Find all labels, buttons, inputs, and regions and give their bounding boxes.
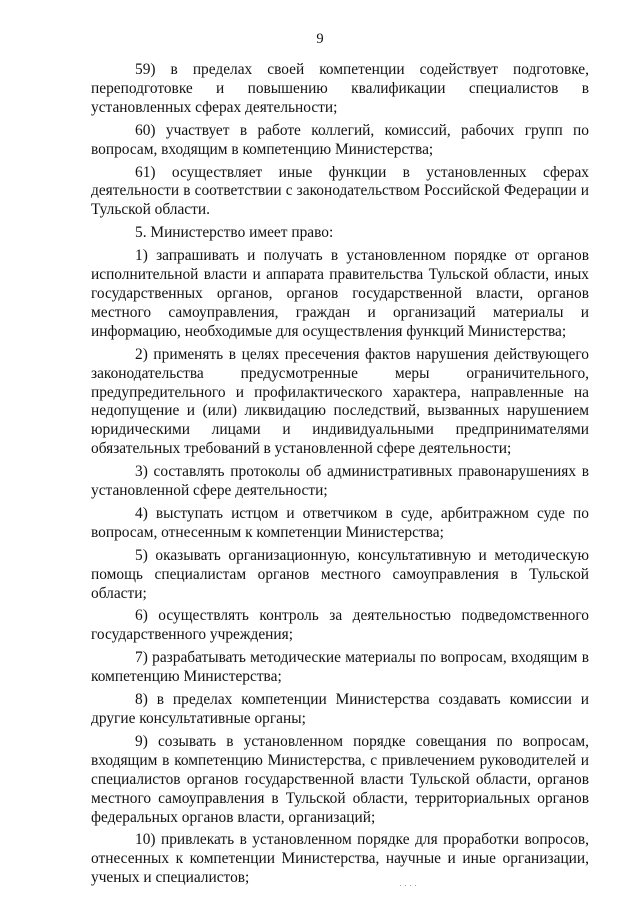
page-number: 9 [316,31,324,47]
right-item-9: 9) созывать в установленном порядке совещания по вопросам, входящим в компетенцию Министерства, с привлечением руководителей и специалистов органов государственной власти Тульской области, органов местного самоуправления в Тульской области, территориальных органов федеральных органов власти, организаций; [91,732,589,826]
right-item-5: 5) оказывать организационную, консультативную и методическую помощь специалистам органов местного самоуправления в Тульской области; [91,546,589,602]
right-item-6: 6) осуществлять контроль за деятельностью подведомственного государственного учреждения; [91,607,589,644]
section-5-heading: 5. Министерство имеет право: [135,224,334,242]
paragraph-59: 59) в пределах своей компетенции содействует подготовке, переподготовке и повышению квалификации специалистов в установленных сферах деятельности; [91,61,589,116]
right-item-1: 1) запрашивать и получать в установленном порядке от органов исполнительной власти и аппарата правительства Тульской области, иных государственных органов, органов государственной власти, органов местного самоуправления, граждан и организаций материалы и информацию, необходимые для осуществления функций Министерства; [91,247,589,340]
right-item-4: 4) выступать истцом и ответчиком в суде, арбитражном суде по вопросам, отнесенным к компетенции Министерства; [91,504,589,541]
scan-specks [400,885,420,887]
paragraph-61: 61) осуществляет иные функции в установленных сферах деятельности в соответствии с законодательством Российской Федерации и Тульской области. [91,163,589,219]
right-item-7: 7) разрабатывать методические материалы по вопросам, входящим в компетенцию Министерства; [91,649,589,686]
right-item-3: 3) составлять протоколы об административных правонарушениях в установленной сфере деятельности; [91,463,589,500]
right-item-8: 8) в пределах компетенции Министерства создавать комиссии и другие консультативные органы; [91,691,589,727]
right-item-2: 2) применять в целях пресечения фактов нарушения действующего законодательства предусмотренные меры ограничительного, предупредительного и профилактического характера, направленные на недопущение и (или) ликвидацию последствий, вызванных нарушением юридическими лицами и индивидуальными предпринимателями обязательных требований в установленной сфере деятельности; [91,345,589,458]
document-body [91,61,589,888]
paragraph-60: 60) участвует в работе коллегий, комиссий, рабочих групп по вопросам, входящим в компетенцию Министерства; [91,121,589,158]
right-item-10: 10) привлекать в установленном порядке для проработки вопросов, отнесенных к компетенции Министерства, научные и иные организации, ученых и специалистов; [91,831,589,887]
